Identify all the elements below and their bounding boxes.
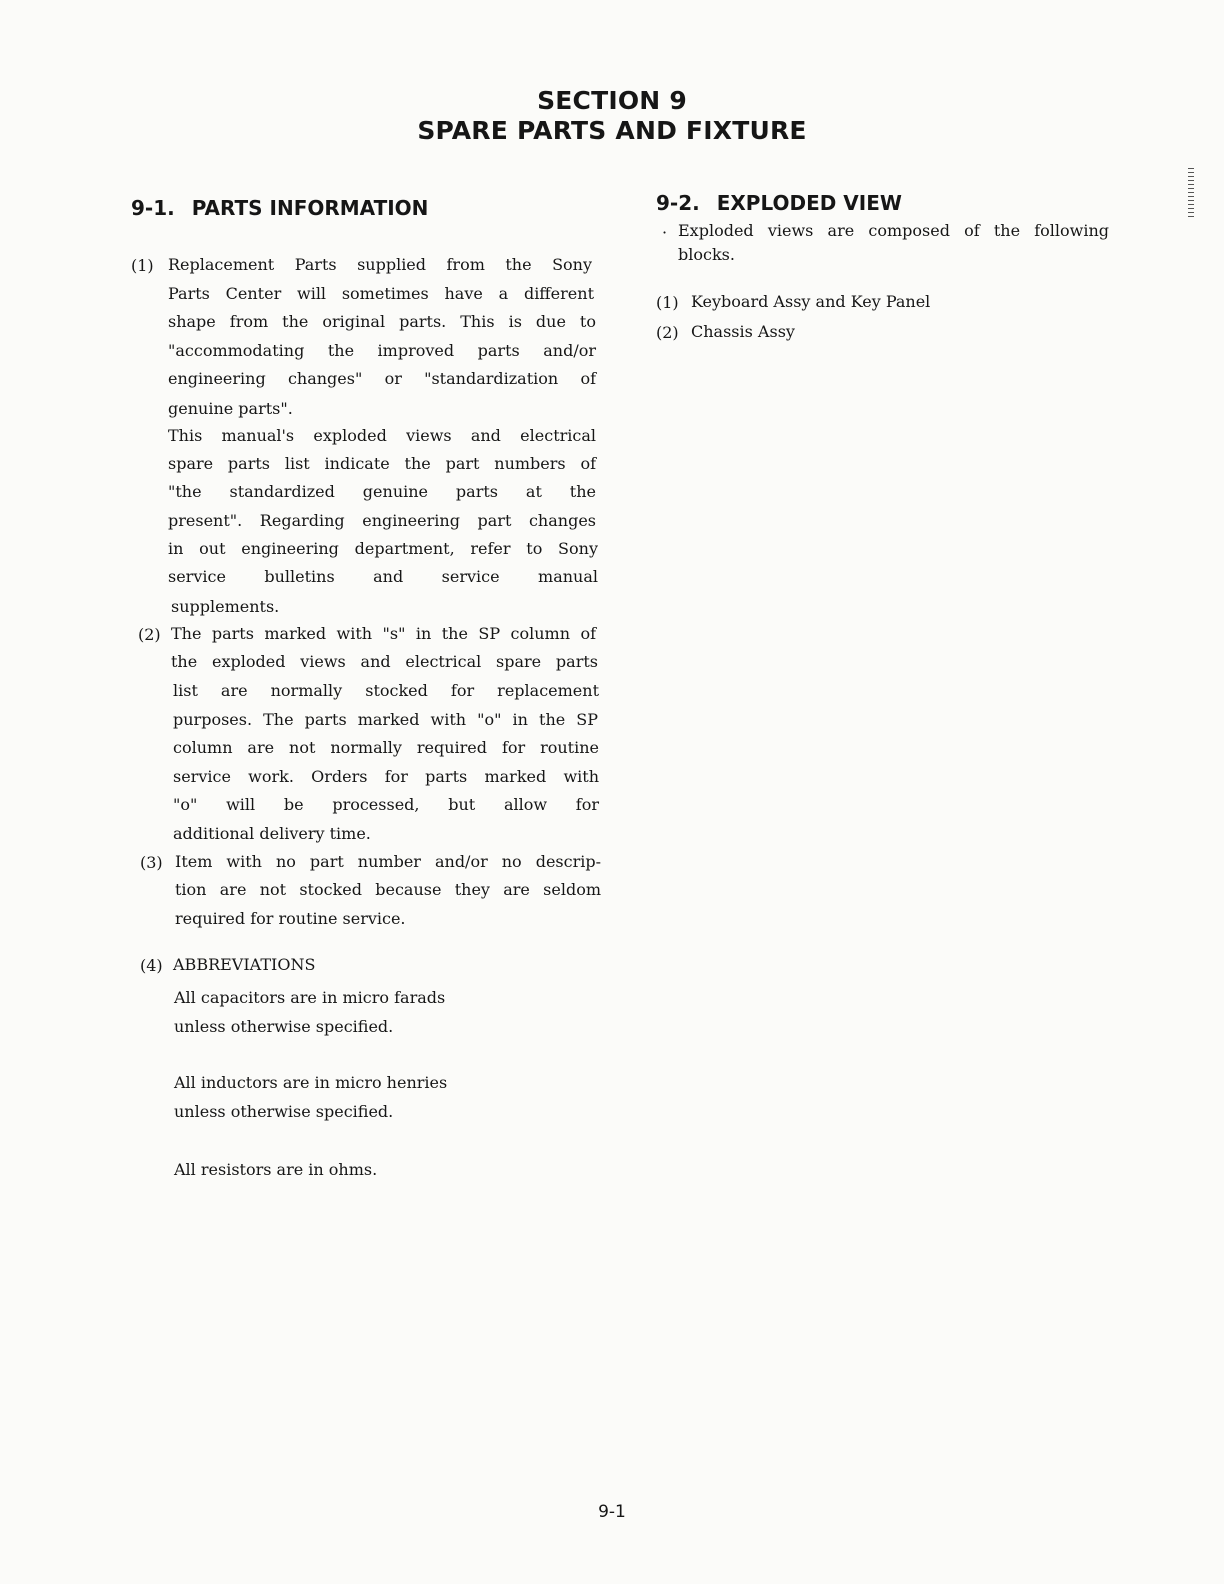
item-1-line: shape from the original parts. This is due to [168,312,596,331]
heading-text: PARTS INFORMATION [191,196,429,220]
item-1-line: genuine parts". [168,399,293,418]
abbr-capacitors-line: unless otherwise specified. [174,1017,394,1036]
item-1-line: Replacement Parts supplied from the Sony [168,255,592,274]
block-2-marker: (2) [656,323,679,342]
item-2-line: list are normally stocked for replacement [173,681,599,700]
item-3-marker: (3) [140,853,163,872]
abbr-resistors-line: All resistors are in ohms. [174,1160,378,1179]
item-2-marker: (2) [138,625,161,644]
parts-information-heading [131,196,428,220]
item-3-line: tion are not stocked because they are seldom [175,880,601,899]
item-1-line: engineering changes" or "standardization of [168,369,596,388]
item-1-line: This manual's exploded views and electrical [168,426,596,445]
item-2-line: service work. Orders for parts marked with [173,767,599,786]
page-number: 9-1 [598,1502,626,1522]
item-1-marker: (1) [131,256,154,275]
item-1-line: present". Regarding engineering part changes [168,511,596,530]
abbreviations-title: ABBREVIATIONS [173,955,316,974]
item-3-line: Item with no part number and/or no descrip- [175,852,601,871]
item-1-line: "accommodating the improved parts and/or [168,341,596,360]
item-4-marker: (4) [140,956,163,975]
item-1-line: "the standardized genuine parts at the [168,482,596,501]
item-1-line: service bulletins and service manual [168,567,598,586]
heading-number: 9-1. [131,196,175,220]
abbr-inductors-line: unless otherwise specified. [174,1102,394,1121]
item-2-line: purposes. The parts marked with "o" in the SP [173,710,598,729]
section-title: SPARE PARTS AND FIXTURE [417,116,807,145]
block-1-label: Keyboard Assy and Key Panel [691,292,931,311]
item-1-line: Parts Center will sometimes have a different [168,284,594,303]
item-2-line: additional delivery time. [173,824,371,843]
item-1-line: in out engineering department, refer to Sony [168,539,598,558]
item-2-line: The parts marked with "s" in the SP column of [171,624,596,643]
bullet-icon: · [662,223,668,242]
item-1-line: spare parts list indicate the part numbers of [168,454,596,473]
item-3-line: required for routine service. [175,909,406,928]
block-2-label: Chassis Assy [691,322,795,341]
heading-number: 9-2. [656,191,700,215]
abbr-inductors-line: All inductors are in micro henries [174,1073,448,1092]
abbr-capacitors-line: All capacitors are in micro farads [174,988,446,1007]
exploded-view-desc: Exploded views are composed of the following [678,221,1109,240]
exploded-view-heading [656,191,902,215]
page-edge-marks [1188,168,1194,220]
item-1-line: supplements. [171,597,280,616]
item-2-line: column are not normally required for routine [173,738,599,757]
item-2-line: the exploded views and electrical spare parts [171,652,598,671]
block-1-marker: (1) [656,293,679,312]
section-number: SECTION 9 [537,86,687,115]
exploded-view-desc: blocks. [678,245,735,264]
heading-text: EXPLODED VIEW [716,191,902,215]
item-2-line: "o" will be processed, but allow for [173,795,599,814]
